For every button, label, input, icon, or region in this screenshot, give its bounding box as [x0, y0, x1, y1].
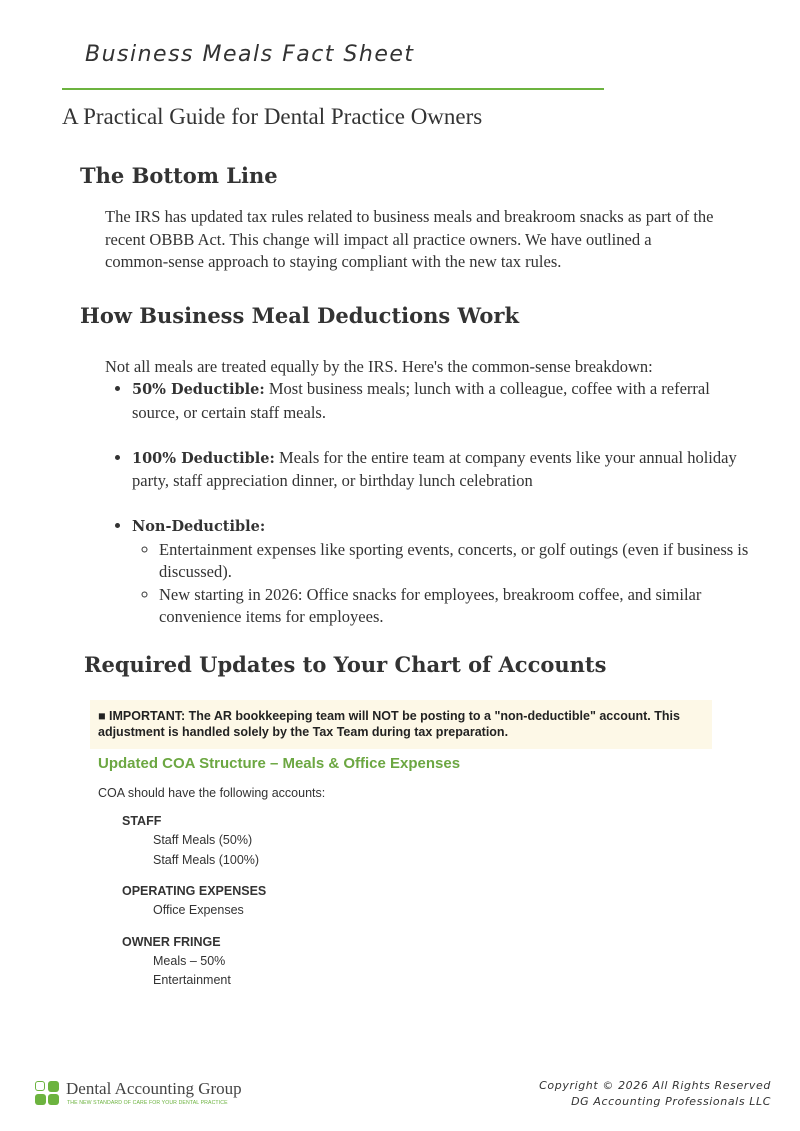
coa-group	[122, 933, 266, 991]
coa-account: Entertainment	[153, 973, 231, 987]
bottom-line-paragraph: The IRS has updated tax rules related to business meals and breakroom snacks as part of the recent OBBB Act. This change will impact all practice owners. We have outlined a common-sense approach to staying compliant with the new tax rules.	[105, 207, 714, 271]
title-rule	[62, 88, 604, 90]
list-item	[132, 447, 752, 493]
item-text: Most business meals; lunch with a colleague, coffee with a referral source, or certain staff meals.	[132, 379, 710, 422]
section-heading-coa: Required Updates to Your Chart of Accounts	[84, 652, 607, 677]
important-callout: ■ IMPORTANT: The AR bookkeeping team will NOT be posting to a "non-deductible" account. This adjustment is handled solely by the Tax Team during tax preparation.	[90, 700, 712, 749]
page-title: Business Meals Fact Sheet	[85, 42, 415, 67]
deduction-list	[105, 378, 752, 629]
list-item	[132, 378, 752, 424]
coa-account: Staff Meals (100%)	[153, 852, 260, 867]
coa-account: Meals – 50%	[153, 953, 226, 968]
item-label: 100% Deductible:	[132, 449, 275, 467]
item-text: Meals for the entire team at company events like your annual holiday party, staff appreciation dinner, or birthday lunch celebration	[132, 447, 737, 490]
deductions-intro: Not all meals are treated equally by the IRS. Here's the common-sense breakdown:	[105, 357, 653, 376]
section-heading-bottom-line: The Bottom Line	[80, 163, 278, 188]
coa-group-name: OWNER FRINGE	[122, 934, 221, 949]
copyright-notice	[539, 1078, 771, 1110]
coa-account: Staff Meals (50%)	[153, 833, 253, 847]
list-item	[132, 515, 752, 629]
coa-structure-heading: Updated COA Structure – Meals & Office Expenses	[98, 755, 461, 772]
coa-intro: COA should have the following accounts:	[98, 786, 326, 800]
coa-group	[122, 882, 266, 921]
section-heading-deductions: How Business Meal Deductions Work	[80, 303, 520, 328]
tooth-grid-icon	[35, 1081, 59, 1105]
list-item: ◦ Entertainment expenses like sporting events, concerts, or golf outings (even if business is discussed).	[159, 539, 752, 584]
logo-tagline: THE NEW STANDARD OF CARE FOR YOUR DENTAL PRACTICE	[67, 1100, 228, 1106]
company-legal-name: DG Accounting Professionals LLC	[571, 1095, 771, 1108]
coa-group-name: STAFF	[122, 814, 162, 828]
coa-group	[122, 812, 266, 870]
non-deductible-sublist	[132, 539, 752, 629]
copyright-line: Copyright © 2026 All Rights Reserved	[539, 1079, 771, 1092]
list-item: ◦ New starting in 2026: Office snacks for employees, breakroom coffee, and similar convenience items for employees.	[159, 584, 752, 629]
page-subtitle: A Practical Guide for Dental Practice Owners	[62, 104, 483, 129]
coa-group-list	[122, 812, 266, 1003]
coa-account: Office Expenses	[153, 903, 244, 917]
item-label: 50% Deductible:	[132, 381, 265, 398]
coa-group-name: OPERATING EXPENSES	[122, 884, 267, 898]
logo-name: Dental Accounting Group	[66, 1079, 242, 1098]
item-label: Non-Deductible:	[132, 518, 266, 535]
